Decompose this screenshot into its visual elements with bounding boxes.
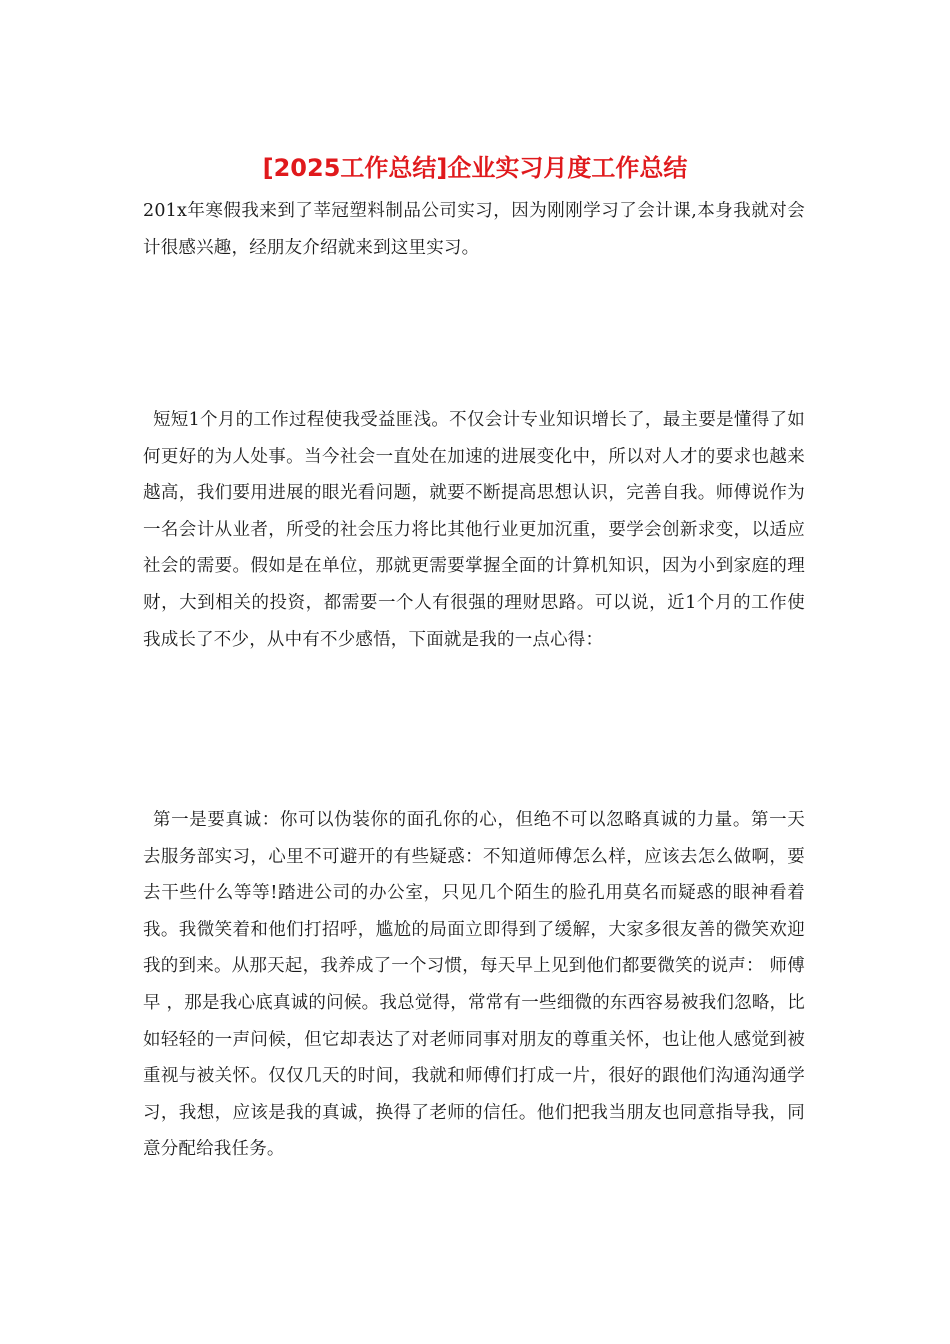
paragraph-reflection: 短短1个月的工作过程使我受益匪浅。不仅会计专业知识增长了，最主要是懂得了如何更好的为人处事。当今社会一直处在加速的进展变化中，所以对人才的要求也越来越高，我们要用进展的眼光看问题，就要不断提高思想认识，完善自我。师傅说作为一名会计从业者，所受的社会压力将比其他行业更加沉重，要学会创新求变，以适应社会的需要。假如是在单位，那就更需要掌握全面的计算机知识，因为小到家庭的理财，大到相关的投资，都需要一个人有很强的理财思路。可以说，近1个月的工作使我成长了不少，从中有不少感悟，下面就是我的一点心得：: [143, 410, 805, 650]
paragraph-sincerity: 第一是要真诚：你可以伪装你的面孔你的心，但绝不可以忽略真诚的力量。第一天去服务部实习，心里不可避开的有些疑惑：不知道师傅怎么样，应该去怎么做啊，要去干些什么等等!踏进公司的办公室，只见几个陌生的脸孔用莫名而疑惑的眼神看着我。我微笑着和他们打招呼，尴尬的局面立即得到了缓解，大家多很友善的微笑欢迎我的到来。从那天起，我养成了一个习惯，每天早上见到他们都要微笑的说声： 师傅早 ，那是我心底真诚的问候。我总觉得，常常有一些细微的东西容易被我们忽略，比如轻轻的一声问候，但它却表达了对老师同事对朋友的尊重关怀，也让他人感觉到被重视与被关怀。仅仅几天的时间，我就和师傅们打成一片，很好的跟他们沟通沟通学习，我想，应该是我的真诚，换得了老师的信任。他们把我当朋友也同意指导我，同意分配给我任务。: [143, 810, 805, 1160]
paragraph-intro: 201x年寒假我来到了莘冠塑料制品公司实习，因为刚刚学习了会计课,本身我就对会计很感兴趣，经朋友介绍就来到这里实习。: [143, 201, 805, 258]
document-title: [2025工作总结]企业实习月度工作总结: [262, 154, 688, 182]
